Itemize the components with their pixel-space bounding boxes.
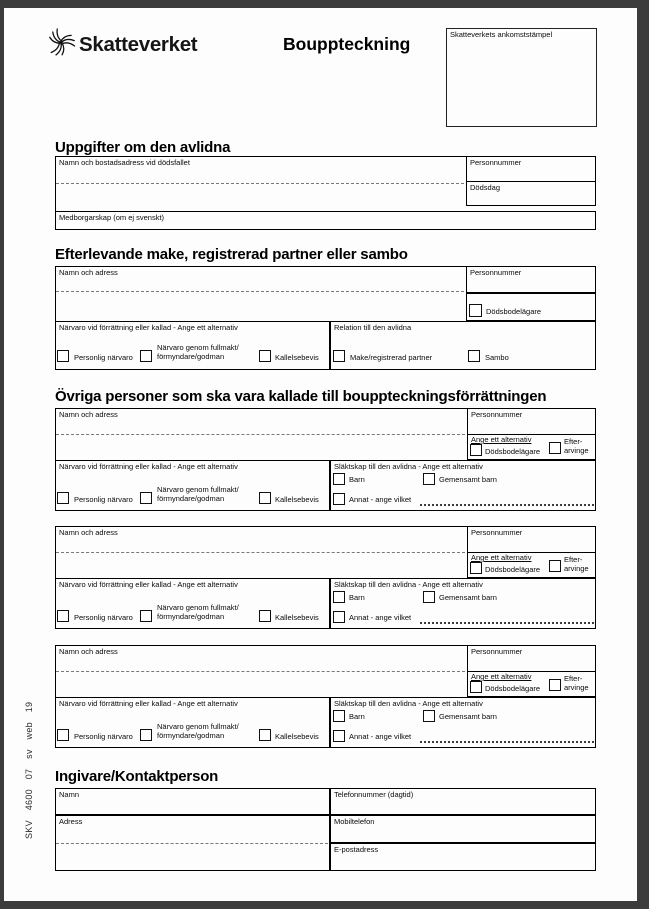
checkbox-narvaro-fullmakt[interactable] [140,492,152,504]
relation-opt2-label: Sambo [485,353,509,362]
attendance-opt2-label-line2: förmyndare/godman [157,612,225,621]
checkbox-dodsbodelagare[interactable] [470,681,482,693]
dashed-separator [56,291,464,292]
attendance-opt1-label: Personlig närvaro [74,613,133,622]
attendance-opt2-label-line1: Närvaro genom fullmakt/ [157,485,239,494]
attendance-opt1-label: Personlig närvaro [74,732,133,741]
other-heir-label-line2: arvinge [564,683,589,692]
kinship-opt1-label: Barn [349,593,365,602]
brand-name: Skatteverket [79,33,198,56]
deceased-death-day-label: Dödsdag [470,183,501,192]
other-personal-number-label: Personnummer [471,410,523,419]
kinship-opt3-label: Annat - ange vilket [349,495,412,504]
section-deceased-title: Uppgifter om den avlidna [55,139,231,156]
checkbox-dodsbodelagare[interactable] [470,444,482,456]
checkbox-sambo[interactable] [468,350,480,362]
dashed-separator [56,434,465,435]
checkbox-annat[interactable] [333,730,345,742]
checkbox-gemensamt-barn[interactable] [423,591,435,603]
other-personal-number-label: Personnummer [471,647,523,656]
attendance-opt2-label-line2: förmyndare/godman [157,494,225,503]
spouse-attendance-label: Närvaro vid förrättning eller kallad - Ange ett alternativ [59,323,238,332]
kinship-opt2-label: Gemensamt barn [439,593,497,602]
checkbox-kallelsebevis[interactable] [259,729,271,741]
deceased-name-address-label: Namn och bostadsadress vid dödsfallet [59,158,190,167]
section-others-title: Övriga personer som ska vara kallade till bouppteckningsförrättningen [55,388,547,405]
attendance-opt1-label: Personlig närvaro [74,353,133,362]
attendance-opt3-label: Kallelsebevis [275,732,319,741]
checkbox-narvaro-fullmakt[interactable] [140,350,152,362]
deceased-personal-number-label: Personnummer [470,158,522,167]
checkbox-efterarvinge[interactable] [549,560,561,572]
checkbox-personlig-narvaro[interactable] [57,610,69,622]
other-estate-owner-label: Dödsbodelägare [485,565,541,574]
kinship-opt1-label: Barn [349,712,365,721]
other-name-address-label: Namn och adress [59,647,118,656]
checkbox-narvaro-fullmakt[interactable] [140,729,152,741]
other-alternative-label: Ange ett alternativ [471,553,532,562]
checkbox-dodsbodelagare[interactable] [469,304,482,317]
section-contact-title: Ingivare/Kontaktperson [55,768,219,785]
other-attendance-label: Närvaro vid förrättning eller kallad - Ange ett alternativ [59,699,238,708]
other-kinship-label: Släktskap till den avlidna - Ange ett alternativ [334,699,483,708]
attendance-opt3-label: Kallelsebevis [275,353,319,362]
attendance-opt2-label-line2: förmyndare/godman [157,731,225,740]
other-kinship-label: Släktskap till den avlidna - Ange ett alternativ [334,462,483,471]
kinship-opt2-label: Gemensamt barn [439,712,497,721]
other-alternative-label: Ange ett alternativ [471,672,532,681]
attendance-opt2-label-line1: Närvaro genom fullmakt/ [157,603,239,612]
contact-mobile-label: Mobiltelefon [334,817,375,826]
checkbox-narvaro-fullmakt[interactable] [140,610,152,622]
kinship-opt2-label: Gemensamt barn [439,475,497,484]
spouse-personal-number-label: Personnummer [470,268,522,277]
other-attendance-label: Närvaro vid förrättning eller kallad - Ange ett alternativ [59,580,238,589]
checkbox-personlig-narvaro[interactable] [57,729,69,741]
attendance-opt3-label: Kallelsebevis [275,613,319,622]
checkbox-kallelsebevis[interactable] [259,350,271,362]
checkbox-personlig-narvaro[interactable] [57,492,69,504]
checkbox-gemensamt-barn[interactable] [423,710,435,722]
attendance-opt3-label: Kallelsebevis [275,495,319,504]
skatteverket-logo-icon [46,27,76,58]
other-personal-number-label: Personnummer [471,528,523,537]
dashed-separator [56,552,465,553]
other-person-block [0,526,649,630]
other-estate-owner-label: Dödsbodelägare [485,447,541,456]
kinship-opt1-label: Barn [349,475,365,484]
other-heir-label-line1: Efter- [564,437,583,446]
other-name-address-label: Namn och adress [59,528,118,537]
attendance-opt2-label-line1: Närvaro genom fullmakt/ [157,722,239,731]
checkbox-kallelsebevis[interactable] [259,492,271,504]
dashed-separator [56,183,464,184]
annat-write-in-line[interactable] [420,504,594,506]
checkbox-efterarvinge[interactable] [549,679,561,691]
attendance-opt1-label: Personlig närvaro [74,495,133,504]
other-heir-label-line1: Efter- [564,555,583,564]
checkbox-make-registrerad-partner[interactable] [333,350,345,362]
checkbox-personlig-narvaro[interactable] [57,350,69,362]
contact-phone-label: Telefonnummer (dagtid) [334,790,414,799]
checkbox-gemensamt-barn[interactable] [423,473,435,485]
spouse-name-address-label: Namn och adress [59,268,118,277]
contact-name-label: Namn [59,790,80,799]
contact-email-label: E-postadress [334,845,379,854]
dashed-separator [56,671,465,672]
checkbox-efterarvinge[interactable] [549,442,561,454]
kinship-opt3-label: Annat - ange vilket [349,732,412,741]
section-spouse-title: Efterlevande make, registrerad partner eller sambo [55,246,408,263]
relation-opt1-label: Make/registrerad partner [350,353,433,362]
annat-write-in-line[interactable] [420,741,594,743]
checkbox-annat[interactable] [333,611,345,623]
attendance-opt2-label-line1: Närvaro genom fullmakt/ [157,343,239,352]
other-person-block [0,645,649,749]
checkbox-kallelsebevis[interactable] [259,610,271,622]
arrival-stamp-label: Skatteverkets ankomststämpel [450,30,553,39]
attendance-opt2-label-line2: förmyndare/godman [157,352,225,361]
other-heir-label-line1: Efter- [564,674,583,683]
other-kinship-label: Släktskap till den avlidna - Ange ett alternativ [334,580,483,589]
other-alternative-label: Ange ett alternativ [471,435,532,444]
contact-name-field[interactable] [55,788,330,815]
other-person-block [0,408,649,512]
annat-write-in-line[interactable] [420,622,594,624]
form-code-vertical: SKV 4600 07 sv web 19 [24,701,34,839]
checkbox-dodsbodelagare[interactable] [470,562,482,574]
checkbox-barn[interactable] [333,710,345,722]
spouse-relation-label: Relation till den avlidna [334,323,412,332]
other-heir-label-line2: arvinge [564,446,589,455]
other-heir-label-line2: arvinge [564,564,589,573]
other-estate-owner-label: Dödsbodelägare [485,684,541,693]
checkbox-annat[interactable] [333,493,345,505]
form-title: Bouppteckning [283,34,411,54]
other-attendance-label: Närvaro vid förrättning eller kallad - Ange ett alternativ [59,462,238,471]
spouse-estate-owner-label: Dödsbodelägare [486,307,542,316]
deceased-citizenship-label: Medborgarskap (om ej svenskt) [59,213,165,222]
checkbox-barn[interactable] [333,591,345,603]
kinship-opt3-label: Annat - ange vilket [349,613,412,622]
other-name-address-label: Namn och adress [59,410,118,419]
contact-address-label: Adress [59,817,83,826]
arrival-stamp-box [446,28,597,127]
checkbox-barn[interactable] [333,473,345,485]
dashed-separator [56,843,328,844]
